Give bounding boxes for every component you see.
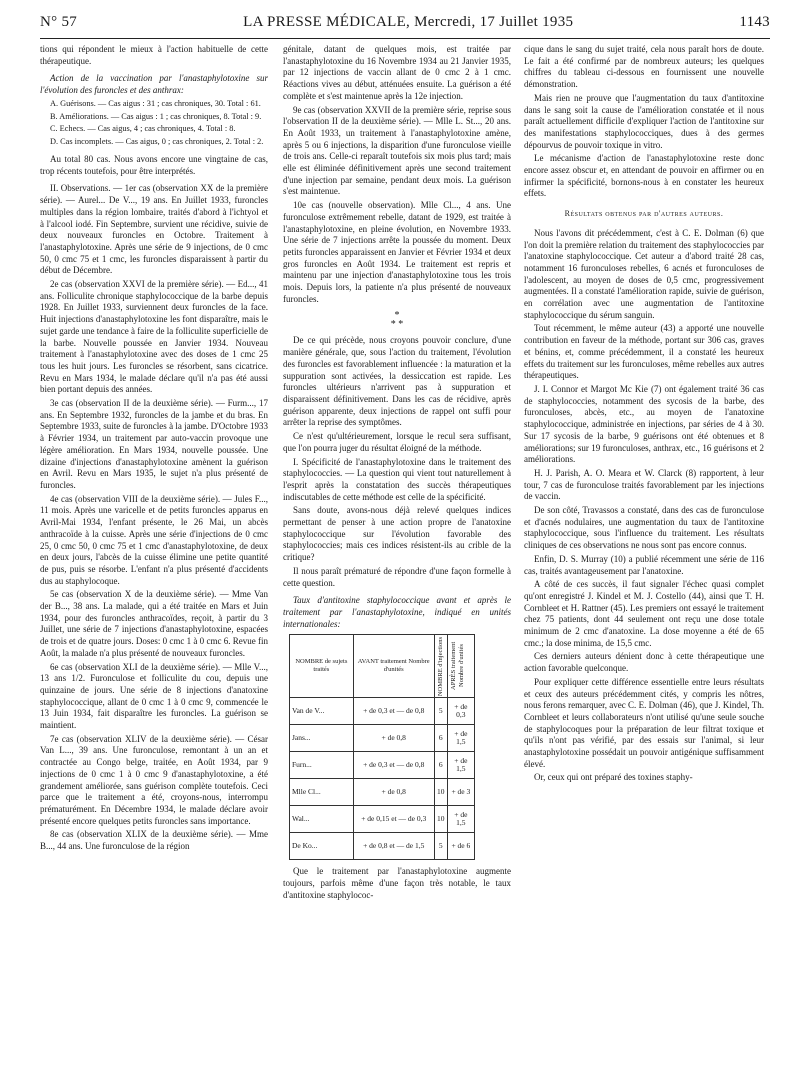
table-cell: Furn... <box>290 752 354 779</box>
table-cell: Mlle Cl... <box>290 779 354 806</box>
observation: 8e cas (observation XLIX de la deuxième série). — Mme B..., 44 ans. Une furonculose de la région <box>40 829 268 852</box>
table-cell: + de 0,8 <box>353 725 434 752</box>
column-3 <box>524 44 764 786</box>
observation: 3e cas (observation II de la deuxième série). — Furm..., 17 ans. En Septembre 1932, furoncles de la jambe et du bras. En Septembre 1933, suite de furoncles à la jambe. D'Octobre 1933 à Février 1934, un traitement par auto-vaccin provoque une légère amélioration. En Mars 1934, nouvelle poussée. Une dizaine d'injections d'anastaphylotoxine amènent la guérison en Avril. Revu en Mars 1935, le sujet n'a plus présenté de furoncles. <box>40 398 268 490</box>
section-heading: Action de la vaccination par l'anastaphylotoxine sur l'évolution des furoncles et des anthrax: <box>40 73 268 96</box>
paragraph: génitale, datant de quelques mois, est traitée par l'anastaphylotoxine du 16 Novembre 1934 au 21 Janvier 1935, par 12 injections de vaccin allant de 0 cmc 2 à 1 cmc. Réactions vives au début, atténuées ensuite. La guérison a été complète et s'est maintenue après la 12e injection. <box>283 44 511 101</box>
paragraph: De son côté, Travassos a constaté, dans des cas de furonculose et d'acnés nodulaires, une augmentation du taux de l'antitoxine staphylococcique, sous l'influence du traitement. Les résultats cliniques de ces observations ne nous sont pas encore connus. <box>524 505 764 551</box>
table-header: AVANT traitement Nombre d'unités <box>353 635 434 698</box>
table-cell: + de 0,8 <box>353 779 434 806</box>
table-cell: 10 <box>434 806 447 833</box>
table-header: APRÈS traitement Nombre d'unités <box>449 642 465 691</box>
table-cell: + de 0,3 et — de 0,8 <box>353 698 434 725</box>
table-cell: + de 0,3 et — de 0,8 <box>353 752 434 779</box>
table-cell: + de 0,8 et — de 1,5 <box>353 833 434 860</box>
observation: 2e cas (observation XXVI de la première série). — Ed..., 41 ans. Folliculite chronique staphylococcique de la barbe depuis 1928. En Juillet 1933, surviennent deux furoncles de la face. Huit injections d'anastaphylotoxine les font disparaître, mais le sujet garde une tendance à faire de la folliculite superficielle de la barbe. Nouvelle poussée en Janvier 1934. Nouveau traitement à l'anastaphylotoxine avec des doses de 1 cmc 25 tous les huit jours. Les furoncles se résorbent, sans cicatrice. Revu en Mars 1934, le malade déclare qu'il n'a pas été aussi bien portant depuis des années. <box>40 279 268 395</box>
result-line: B. Améliorations. — Cas aigus : 1 ; cas chroniques, 8. Total : 9. <box>50 111 262 121</box>
table-cell: 5 <box>434 833 447 860</box>
table-cell: + de 1,5 <box>447 725 474 752</box>
paragraph: Le mécanisme d'action de l'anastaphylotoxine reste donc encore assez obscur et, en attendant de pouvoir en affirmer ou en infirmer la spécificité, bornons-nous à en constater les heureux effets. <box>524 153 764 199</box>
page-number: 1143 <box>739 14 770 30</box>
observation: 7e cas (observation XLIV de la deuxième série). — César Van L..., 39 ans. Une furonculose, remontant à un an et contractée au Congo belge, traitée, en Août 1934, par 9 injections de 0 cmc 1 à 0 cmc 9 d'anastaphylotoxine, a été grandement améliorée, sans guérison complète toutefois. Ceci parce que le traitement a été, croyons-nous, interrompu prématurément. En Décembre 1934, le malade déclare avoir présenté encore quelques petits furoncles sans importance. <box>40 733 268 826</box>
paragraph: Nous l'avons dit précédemment, c'est à C. E. Dolman (6) que l'on doit la première relation du traitement des staphylococcies par l'anatoxine staphylococcique. Cet auteur a d'abord traité 28 cas, notamment 16 furonculoses rebelles, 6 acnés et furonculoses de l'adolescent, au moyen de doses de 0,5 cmc, progressivement augmentées. Il a constaté l'amélioration rapide, suivie de guérison, en corrélation avec une augmentation de l'antitoxine staphylococcique du sérum sanguin. <box>524 227 764 320</box>
observation: 5e cas (observation X de la deuxième série). — Mme Van der B..., 38 ans. La malade, qui a été traitée en Mars et Juin 1934, pour des furoncles anthracoïdes, reçoit, à partir du 3 Juillet, une série de 7 injections d'anastaphylotoxine, espacées de trois et de quatre jours. Doses: 0 cmc 1 à 0 cmc 6. Revue fin Août, la malade n'a plus présenté de nouveaux furoncles. <box>40 589 268 658</box>
observation: II. Observations. — 1er cas (observation XX de la première série). — Aurel... De V..., 19 ans. En Juillet 1933, furoncles multiples dans la région lombaire, traités d'abord à l'ichtyol et à l'alcool iodé. Fin Septembre, survient une récidive, suivie de deux nouveaux furoncles en Octobre. Traitement à l'anastaphylotoxine. Après une série de 9 injections, de 0 cmc 50, 0 cmc 75 et 1 cmc, les furoncles disparaissent à partir du début de Décembre. <box>40 183 268 276</box>
paragraph: Ces derniers auteurs dénient donc à cette thérapeutique une action favorable quelconque. <box>524 651 764 674</box>
paragraph: Mais rien ne prouve que l'augmentation du taux d'antitoxine dans le sang soit la cause de l'amélioration constatée et il nous paraît actuellement difficile d'expliquer l'action de l'antitoxine sur des manifestations staphylococciques, dues à des germes dépourvus de pouvoir toxique in vitro. <box>524 92 764 150</box>
table-row <box>290 806 475 833</box>
observation: 10e cas (nouvelle observation). Mlle Cl..., 4 ans. Une furonculose extrêmement rebelle, datant de 1929, est traitée à l'anastaphylotoxine, en pleine évolution, en Novembre 1933. Une série de 7 injections arrête la poussée du moment. Deux petits furoncles apparaissent en Janvier et Février 1934 et deux gros furoncles en Août 1934. Le traitement est repris et maintenu par une injection d'anastaphylotoxine tous les trois mois. Depuis lors, la patiente n'a plus présenté de nouveaux furoncles. <box>283 200 511 304</box>
table-row <box>290 752 475 779</box>
paragraph: I. Spécificité de l'anastaphylotoxine dans le traitement des staphylococcies. — La question qui vient tout naturellement à l'esprit après la constatation des succès thérapeutiques indiscutables de cette méthode est celle de la spécificité. <box>283 456 511 502</box>
table-row <box>290 833 475 860</box>
table-cell: Van de V... <box>290 698 354 725</box>
column-1 <box>40 44 268 855</box>
table-cell: + de 3 <box>447 779 474 806</box>
section-heading: Résultats obtenus par d'autres auteurs. <box>564 209 724 219</box>
table-cell: 6 <box>434 752 447 779</box>
paragraph: cique dans le sang du sujet traité, cela nous paraît hors de doute. Le fait a été confirmé par de nombreux auteurs; les quelques chiffres du tableau ci-dessous en fournissent une nouvelle démonstration. <box>524 44 764 90</box>
paragraph: Pour expliquer cette différence essentielle entre leurs résultats et ceux des auteurs précédemment cités, y compris les nôtres, nous ferons remarquer, avec C. E. Dolman (46), que J. Kindel, Th. Cornbleet et leurs collaborateurs n'ont utilisé qu'une seule souche de staphylocoques pour la préparation de leur filtrat toxique et qu'ils n'ont pas vérifié, par des essais sur l'animal, si leur anastaphylotoxine possédait un pouvoir antigénique suffisamment élevé. <box>524 676 764 769</box>
header-rule <box>40 38 770 39</box>
paragraph: J. I. Connor et Margot Mc Kie (7) ont également traité 36 cas de staphylococcies, notamment des sycosis de la barbe, des furonculoses, abcès, etc., au moyen de l'anatoxine staphylococcique, administrée en injections, par séries de 4 à 30. Sur 17 sycosis de la barbe, 9 guérisons ont été obtenues et 8 améliorations; sur 19 furonculoses, anthrax, etc., 16 guérisons et 2 améliorations. <box>524 383 764 465</box>
table-cell: + de 1,5 <box>447 806 474 833</box>
antitoxin-table <box>289 634 475 860</box>
table-cell: De Ko... <box>290 833 354 860</box>
table-cell: 6 <box>434 725 447 752</box>
table-row <box>290 779 475 806</box>
table-header: NOMBRE d'injections <box>436 636 444 696</box>
issue-number: N° 57 <box>40 14 78 30</box>
table-cell: Wal... <box>290 806 354 833</box>
paragraph: Tout récemment, le même auteur (43) a apporté une nouvelle contribution en faveur de la méthode, portant sur 306 cas, graves et bénins, et, comme précédemment, il a constaté les heureux effets du traitement sur les furonculoses, même rebelles aux autres thérapeutiques. <box>524 323 764 381</box>
column-2 <box>283 44 511 903</box>
section-separator: * * * <box>390 310 404 331</box>
table-cell: + de 1,5 <box>447 752 474 779</box>
table-header-cell <box>434 635 447 698</box>
paragraph: Il nous paraît prématuré de répondre d'une façon formelle à cette question. <box>283 565 511 588</box>
table-cell: + de 0,3 <box>447 698 474 725</box>
paragraph: Or, ceux qui ont préparé des toxines staphy- <box>534 772 693 783</box>
paragraph: H. J. Parish, A. O. Meara et W. Clarck (8) rapportent, à leur tour, 7 cas de furonculose traités favorablement par les injections de vaccin. <box>524 467 764 502</box>
table-cell: 5 <box>434 698 447 725</box>
table-cell: + de 0,15 et — de 0,3 <box>353 806 434 833</box>
journal-title: LA PRESSE MÉDICALE, Mercredi, 17 Juillet 1935 <box>243 14 574 30</box>
paragraph: tions qui répondent le mieux à l'action habituelle de cette thérapeutique. <box>40 44 268 66</box>
table-cell: Jans... <box>290 725 354 752</box>
paragraph: Sans doute, avons-nous déjà relevé quelques indices permettant de penser à une action propre de l'anatoxine staphylococcique sur l'évolution favorable des staphylococcies; mais ces indices résistent-ils au crible de la critique? <box>283 505 511 563</box>
paragraph: Enfin, D. S. Murray (10) a publié récemment une série de 116 cas, traités avantageusement par l'anatoxine. <box>524 553 764 576</box>
paragraph: Que le traitement par l'anastaphylotoxine augmente toujours, parfois même d'une façon très notable, le taux d'antitoxine staphylococ- <box>283 866 511 900</box>
observation: 4e cas (observation VIII de la deuxième série). — Jules F..., 11 mois. Après une varicelle et de petits furoncles apparus en Avril-Mai 1934, l'enfant présente, le 26 Mai, un abcès anthracoïde à la cuisse. Après une série d'injections de 0 cmc 25, 0 cmc 50, 0 cmc 75 et 1 cmc d'anastaphylotoxine, de deux en deux jours, l'abcès de la cuisse élimine une petite quantité de pus, puis se résorbe. L'enfant n'a plus présenté d'accidents dus au staphylocoque. <box>40 493 268 586</box>
page-header <box>40 14 770 36</box>
result-line: C. Echecs. — Cas aigus, 4 ; cas chroniques, 4. Total : 8. <box>50 124 236 134</box>
table-cell: + de 6 <box>447 833 474 860</box>
paragraph: Au total 80 cas. Nous avons encore une vingtaine de cas, trop récents toutefois, pour être interprétés. <box>40 154 268 176</box>
paragraph: A côté de ces succès, il faut signaler l'échec quasi complet qu'ont enregistré J. Kindel et M. J. Costello (44), ainsi que T. H. Cornbleet et H. Rattner (45). Les premiers ont essayé le traitement chez 75 patients, dont 44 seulement ont reçu une dose totale minimum de 2 cmc d'anatoxine. La dose moyenne a été de 65 cmc.; la dose minima, de 15,5 cmc. <box>524 579 764 648</box>
table-header: NOMBRE de sujets traités <box>290 635 354 698</box>
table-caption: Taux d'antitoxine staphylococcique avant et après le traitement par l'anastaphylotoxine, indiqué en unités internationales: <box>283 595 511 629</box>
table-row <box>290 698 475 725</box>
result-line: D. Cas incomplets. — Cas aigus, 0 ; cas chroniques, 2. Total : 2. <box>50 137 264 147</box>
table-row <box>290 725 475 752</box>
table-header-cell <box>447 635 474 698</box>
observation: 6e cas (observation XLI de la deuxième série). — Mlle V..., 13 ans 1/2. Furonculose et folliculite du cou, depuis une quinzaine de jours. Une série de 8 injections d'anatoxine staphylococcique, allant de 0 cmc 1 à 0 cmc 9, commencée le 13 Juin 1934, fait disparaître les furoncles. La guérison se maintient. <box>40 661 268 731</box>
observation: 9e cas (observation XXVII de la première série, reprise sous l'observation II de la deuxième série). — Mlle L. St..., 20 ans. En Août 1933, un traitement à l'anastaphylotoxine amène, après 5 ou 6 injections, la disparition d'une furonculose vieille de trois ans. Celle-ci reparaît toutefois six mois plus tard; mais elle est éliminée définitivement après une second traitement d'une injection par semaine, pendant deux mois. La guérison s'est maintenue. <box>283 104 511 197</box>
table-cell: 10 <box>434 779 447 806</box>
paragraph: De ce qui précède, nous croyons pouvoir conclure, d'une manière générale, que, sous l'action du traitement, l'évolution des furoncles est favorablement influencée : la maturation et la suppuration sont activées, la dessiccation est rapide. Les furoncles ultérieurs n'arrivent pas à suppuration et disparaissent définitivement. Dans les cas de récidive, après guérison apparente, deux injections de rappel ont suffi pour arrêter la reprise des symptômes. <box>283 335 511 428</box>
paragraph: Ce n'est qu'ultérieurement, lorsque le recul sera suffisant, que l'on pourra juger du résultat éloigné de la méthode. <box>283 431 511 453</box>
result-line: A. Guérisons. — Cas aigus : 31 ; cas chroniques, 30. Total : 61. <box>50 98 261 108</box>
